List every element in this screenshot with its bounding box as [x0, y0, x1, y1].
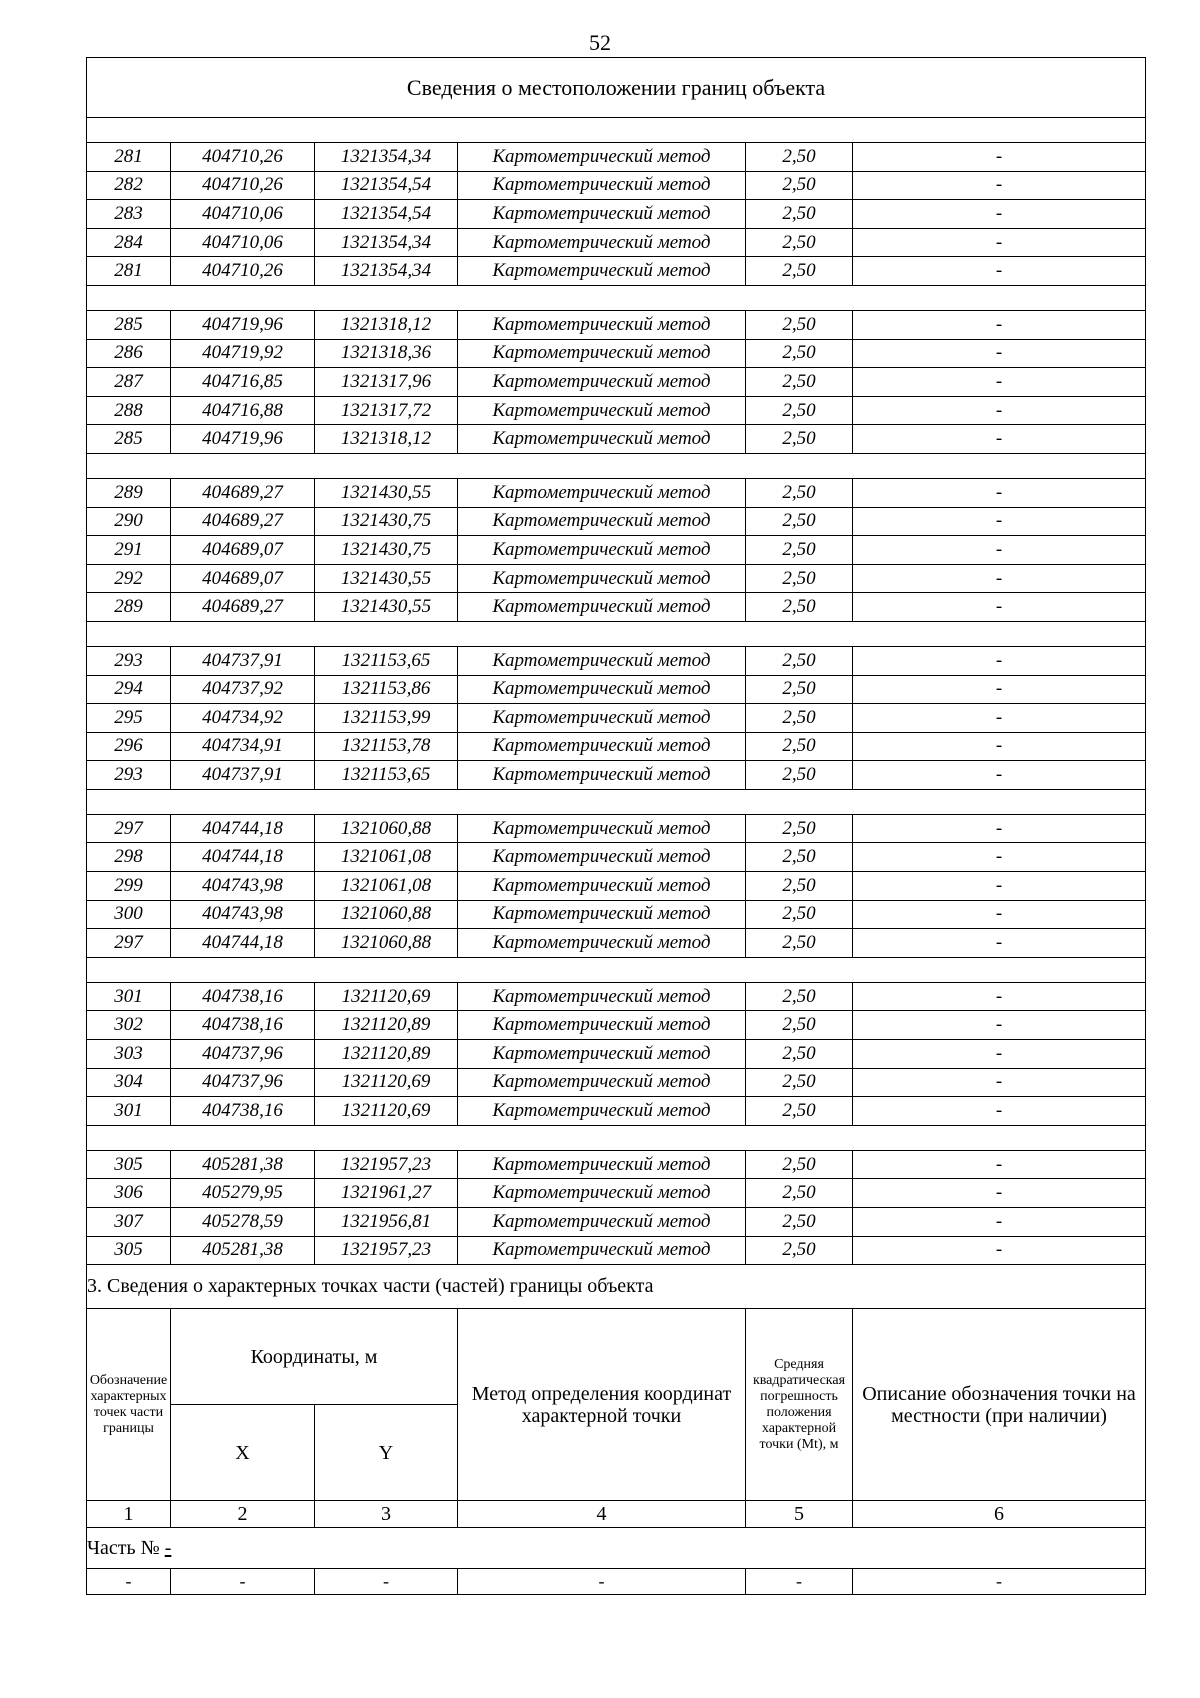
cell-x: 404719,92	[171, 339, 315, 368]
table-row	[87, 704, 1146, 733]
cell-description: -	[853, 507, 1146, 536]
table-row	[87, 564, 1146, 593]
cell-mean-error: 2,50	[746, 704, 853, 733]
cell-x: 405281,38	[171, 1236, 315, 1265]
column-number: 6	[853, 1501, 1146, 1528]
cell-mean-error: 2,50	[746, 171, 853, 200]
cell-point-number: 301	[87, 982, 171, 1011]
section3-table	[86, 1265, 1146, 1595]
table-row	[87, 646, 1146, 675]
cell-x: 404689,27	[171, 507, 315, 536]
cell-x: 404719,96	[171, 425, 315, 454]
cell-x: 404738,16	[171, 1097, 315, 1126]
cell-point-number: 298	[87, 843, 171, 872]
cell-method: Картометрический метод	[458, 310, 746, 339]
part-cell: -	[746, 1569, 853, 1595]
cell-point-number: 302	[87, 1011, 171, 1040]
table-row	[87, 478, 1146, 507]
cell-mean-error: 2,50	[746, 1208, 853, 1237]
cell-y: 1321317,96	[315, 368, 458, 397]
cell-point-number: 297	[87, 929, 171, 958]
cell-description: -	[853, 396, 1146, 425]
cell-method: Картометрический метод	[458, 1040, 746, 1069]
table-row	[87, 228, 1146, 257]
cell-method: Картометрический метод	[458, 982, 746, 1011]
cell-y: 1321153,65	[315, 761, 458, 790]
cell-description: -	[853, 425, 1146, 454]
cell-x: 404737,96	[171, 1040, 315, 1069]
table-row	[87, 872, 1146, 901]
cell-mean-error: 2,50	[746, 593, 853, 622]
cell-mean-error: 2,50	[746, 814, 853, 843]
cell-method: Картометрический метод	[458, 143, 746, 172]
cell-y: 1321957,23	[315, 1236, 458, 1265]
table-row	[87, 1097, 1146, 1126]
column-numbers-row	[87, 1501, 1146, 1528]
cell-x: 404737,92	[171, 675, 315, 704]
cell-y: 1321961,27	[315, 1179, 458, 1208]
cell-point-number: 293	[87, 646, 171, 675]
cell-mean-error: 2,50	[746, 396, 853, 425]
header-description: Описание обозначения точки на местности (при наличии)	[853, 1309, 1146, 1501]
cell-point-number: 289	[87, 478, 171, 507]
table-row	[87, 1208, 1146, 1237]
table-row	[87, 843, 1146, 872]
cell-description: -	[853, 368, 1146, 397]
table-row	[87, 396, 1146, 425]
part-label: Часть №	[87, 1536, 160, 1559]
table-row	[87, 368, 1146, 397]
cell-x: 405281,38	[171, 1150, 315, 1179]
cell-y: 1321120,69	[315, 982, 458, 1011]
table-row	[87, 900, 1146, 929]
document-body	[86, 57, 1145, 1595]
cell-description: -	[853, 593, 1146, 622]
cell-point-number: 287	[87, 368, 171, 397]
cell-mean-error: 2,50	[746, 478, 853, 507]
table-row	[87, 929, 1146, 958]
cell-method: Картометрический метод	[458, 1208, 746, 1237]
cell-description: -	[853, 646, 1146, 675]
cell-mean-error: 2,50	[746, 675, 853, 704]
cell-method: Картометрический метод	[458, 425, 746, 454]
part-cell: -	[315, 1569, 458, 1595]
cell-mean-error: 2,50	[746, 257, 853, 286]
table-row	[87, 425, 1146, 454]
cell-y: 1321153,99	[315, 704, 458, 733]
separator-cell	[87, 957, 1146, 982]
section3-heading: 3. Сведения о характерных точках части (частей) границы объекта	[87, 1265, 1146, 1309]
cell-y: 1321153,78	[315, 732, 458, 761]
cell-y: 1321153,65	[315, 646, 458, 675]
cell-x: 405279,95	[171, 1179, 315, 1208]
cell-mean-error: 2,50	[746, 368, 853, 397]
cell-mean-error: 2,50	[746, 843, 853, 872]
cell-y: 1321060,88	[315, 929, 458, 958]
cell-y: 1321430,55	[315, 593, 458, 622]
cell-x: 404734,91	[171, 732, 315, 761]
cell-point-number: 285	[87, 310, 171, 339]
table-title: Сведения о местоположении границ объекта	[87, 58, 1146, 118]
cell-description: -	[853, 1068, 1146, 1097]
cell-y: 1321318,12	[315, 425, 458, 454]
part-cell: -	[87, 1569, 171, 1595]
cell-method: Картометрический метод	[458, 339, 746, 368]
cell-point-number: 293	[87, 761, 171, 790]
cell-method: Картометрический метод	[458, 1011, 746, 1040]
cell-point-number: 305	[87, 1150, 171, 1179]
cell-description: -	[853, 143, 1146, 172]
cell-y: 1321354,54	[315, 171, 458, 200]
table-row	[87, 200, 1146, 229]
cell-mean-error: 2,50	[746, 143, 853, 172]
cell-description: -	[853, 675, 1146, 704]
cell-description: -	[853, 536, 1146, 565]
cell-method: Картометрический метод	[458, 200, 746, 229]
group-separator	[87, 118, 1146, 143]
cell-y: 1321354,34	[315, 143, 458, 172]
table-row	[87, 257, 1146, 286]
cell-description: -	[853, 310, 1146, 339]
cell-method: Картометрический метод	[458, 900, 746, 929]
cell-mean-error: 2,50	[746, 1040, 853, 1069]
cell-y: 1321956,81	[315, 1208, 458, 1237]
cell-point-number: 288	[87, 396, 171, 425]
table-row	[87, 814, 1146, 843]
part-cell: -	[171, 1569, 315, 1595]
cell-method: Картометрический метод	[458, 1097, 746, 1126]
cell-y: 1321318,12	[315, 310, 458, 339]
cell-y: 1321153,86	[315, 675, 458, 704]
cell-y: 1321354,34	[315, 228, 458, 257]
cell-method: Картометрический метод	[458, 1236, 746, 1265]
cell-y: 1321430,75	[315, 536, 458, 565]
cell-point-number: 299	[87, 872, 171, 901]
cell-x: 404719,96	[171, 310, 315, 339]
cell-mean-error: 2,50	[746, 872, 853, 901]
cell-x: 405278,59	[171, 1208, 315, 1237]
cell-description: -	[853, 872, 1146, 901]
table-row	[87, 171, 1146, 200]
cell-method: Картометрический метод	[458, 257, 746, 286]
cell-description: -	[853, 478, 1146, 507]
header-coordinates: Координаты, м	[171, 1309, 458, 1405]
separator-cell	[87, 1125, 1146, 1150]
cell-description: -	[853, 339, 1146, 368]
table-row	[87, 143, 1146, 172]
group-separator	[87, 285, 1146, 310]
cell-description: -	[853, 1011, 1146, 1040]
cell-mean-error: 2,50	[746, 1150, 853, 1179]
table-row	[87, 1150, 1146, 1179]
cell-y: 1321120,89	[315, 1011, 458, 1040]
cell-mean-error: 2,50	[746, 339, 853, 368]
cell-x: 404710,06	[171, 228, 315, 257]
column-number: 2	[171, 1501, 315, 1528]
cell-x: 404716,85	[171, 368, 315, 397]
part-label-cell	[87, 1528, 1146, 1569]
cell-x: 404737,91	[171, 761, 315, 790]
cell-mean-error: 2,50	[746, 732, 853, 761]
cell-description: -	[853, 929, 1146, 958]
cell-point-number: 289	[87, 593, 171, 622]
cell-y: 1321317,72	[315, 396, 458, 425]
cell-x: 404744,18	[171, 814, 315, 843]
cell-y: 1321061,08	[315, 843, 458, 872]
table-row	[87, 982, 1146, 1011]
cell-description: -	[853, 843, 1146, 872]
separator-cell	[87, 118, 1146, 143]
part-points-row	[87, 1569, 1146, 1595]
cell-mean-error: 2,50	[746, 536, 853, 565]
cell-y: 1321060,88	[315, 900, 458, 929]
cell-y: 1321120,89	[315, 1040, 458, 1069]
separator-cell	[87, 285, 1146, 310]
header-mean-error: Средняя квадратическая погрешность положения характерной точки (Mt), м	[746, 1309, 853, 1501]
cell-method: Картометрический метод	[458, 507, 746, 536]
group-separator	[87, 621, 1146, 646]
cell-x: 404710,26	[171, 143, 315, 172]
column-number: 3	[315, 1501, 458, 1528]
cell-x: 404743,98	[171, 872, 315, 901]
cell-y: 1321430,75	[315, 507, 458, 536]
cell-point-number: 283	[87, 200, 171, 229]
cell-y: 1321318,36	[315, 339, 458, 368]
table-row	[87, 310, 1146, 339]
cell-method: Картометрический метод	[458, 704, 746, 733]
cell-method: Картометрический метод	[458, 368, 746, 397]
cell-description: -	[853, 704, 1146, 733]
cell-method: Картометрический метод	[458, 564, 746, 593]
cell-method: Картометрический метод	[458, 1179, 746, 1208]
cell-point-number: 297	[87, 814, 171, 843]
cell-method: Картометрический метод	[458, 536, 746, 565]
cell-x: 404689,27	[171, 593, 315, 622]
separator-cell	[87, 621, 1146, 646]
table-row	[87, 1179, 1146, 1208]
column-number: 5	[746, 1501, 853, 1528]
cell-mean-error: 2,50	[746, 1236, 853, 1265]
cell-point-number: 290	[87, 507, 171, 536]
cell-description: -	[853, 1097, 1146, 1126]
cell-method: Картометрический метод	[458, 761, 746, 790]
cell-method: Картометрический метод	[458, 843, 746, 872]
cell-y: 1321354,54	[315, 200, 458, 229]
column-number: 1	[87, 1501, 171, 1528]
part-row	[87, 1528, 1146, 1569]
header-method: Метод определения координат характерной точки	[458, 1309, 746, 1501]
cell-x: 404743,98	[171, 900, 315, 929]
separator-cell	[87, 453, 1146, 478]
header-x: X	[171, 1405, 315, 1501]
cell-mean-error: 2,50	[746, 564, 853, 593]
cell-y: 1321957,23	[315, 1150, 458, 1179]
cell-description: -	[853, 1150, 1146, 1179]
cell-method: Картометрический метод	[458, 929, 746, 958]
cell-method: Картометрический метод	[458, 1068, 746, 1097]
cell-mean-error: 2,50	[746, 1011, 853, 1040]
part-cell: -	[458, 1569, 746, 1595]
cell-method: Картометрический метод	[458, 646, 746, 675]
cell-point-number: 294	[87, 675, 171, 704]
boundary-table	[86, 57, 1146, 1265]
page-number: 52	[589, 30, 611, 55]
cell-description: -	[853, 1236, 1146, 1265]
cell-x: 404710,26	[171, 257, 315, 286]
part-cell: -	[853, 1569, 1146, 1595]
part-number: -	[164, 1536, 172, 1559]
separator-cell	[87, 789, 1146, 814]
cell-point-number: 304	[87, 1068, 171, 1097]
cell-method: Картометрический метод	[458, 228, 746, 257]
cell-point-number: 306	[87, 1179, 171, 1208]
table-row	[87, 536, 1146, 565]
cell-point-number: 300	[87, 900, 171, 929]
cell-x: 404734,92	[171, 704, 315, 733]
cell-point-number: 301	[87, 1097, 171, 1126]
cell-x: 404689,07	[171, 564, 315, 593]
cell-y: 1321430,55	[315, 564, 458, 593]
header-y: Y	[315, 1405, 458, 1501]
header-point-designation: Обозначение характерных точек части границы	[87, 1309, 171, 1501]
cell-y: 1321354,34	[315, 257, 458, 286]
cell-point-number: 291	[87, 536, 171, 565]
cell-mean-error: 2,50	[746, 425, 853, 454]
cell-description: -	[853, 1208, 1146, 1237]
cell-x: 404737,91	[171, 646, 315, 675]
cell-method: Картометрический метод	[458, 478, 746, 507]
cell-x: 404744,18	[171, 843, 315, 872]
cell-mean-error: 2,50	[746, 1097, 853, 1126]
cell-point-number: 281	[87, 143, 171, 172]
cell-method: Картометрический метод	[458, 593, 746, 622]
cell-mean-error: 2,50	[746, 929, 853, 958]
table-row	[87, 1040, 1146, 1069]
cell-x: 404738,16	[171, 982, 315, 1011]
cell-point-number: 296	[87, 732, 171, 761]
cell-y: 1321060,88	[315, 814, 458, 843]
cell-point-number: 281	[87, 257, 171, 286]
group-separator	[87, 453, 1146, 478]
group-separator	[87, 789, 1146, 814]
table-row	[87, 732, 1146, 761]
cell-mean-error: 2,50	[746, 761, 853, 790]
cell-description: -	[853, 761, 1146, 790]
cell-point-number: 292	[87, 564, 171, 593]
cell-mean-error: 2,50	[746, 1068, 853, 1097]
cell-point-number: 305	[87, 1236, 171, 1265]
cell-x: 404689,27	[171, 478, 315, 507]
cell-mean-error: 2,50	[746, 900, 853, 929]
cell-point-number: 295	[87, 704, 171, 733]
cell-description: -	[853, 814, 1146, 843]
cell-point-number: 286	[87, 339, 171, 368]
cell-point-number: 284	[87, 228, 171, 257]
cell-description: -	[853, 564, 1146, 593]
cell-method: Картометрический метод	[458, 396, 746, 425]
cell-method: Картометрический метод	[458, 171, 746, 200]
cell-point-number: 303	[87, 1040, 171, 1069]
cell-y: 1321061,08	[315, 872, 458, 901]
cell-mean-error: 2,50	[746, 310, 853, 339]
cell-y: 1321120,69	[315, 1097, 458, 1126]
cell-description: -	[853, 732, 1146, 761]
cell-mean-error: 2,50	[746, 1179, 853, 1208]
cell-mean-error: 2,50	[746, 646, 853, 675]
cell-mean-error: 2,50	[746, 200, 853, 229]
cell-y: 1321430,55	[315, 478, 458, 507]
cell-x: 404716,88	[171, 396, 315, 425]
cell-method: Картометрический метод	[458, 1150, 746, 1179]
cell-method: Картометрический метод	[458, 814, 746, 843]
table-row	[87, 507, 1146, 536]
cell-method: Картометрический метод	[458, 675, 746, 704]
cell-x: 404738,16	[171, 1011, 315, 1040]
group-separator	[87, 957, 1146, 982]
table-row	[87, 1068, 1146, 1097]
cell-description: -	[853, 200, 1146, 229]
cell-description: -	[853, 1179, 1146, 1208]
cell-description: -	[853, 1040, 1146, 1069]
cell-x: 404689,07	[171, 536, 315, 565]
cell-mean-error: 2,50	[746, 228, 853, 257]
cell-point-number: 285	[87, 425, 171, 454]
cell-description: -	[853, 982, 1146, 1011]
cell-point-number: 307	[87, 1208, 171, 1237]
cell-x: 404710,06	[171, 200, 315, 229]
table-row	[87, 1011, 1146, 1040]
cell-description: -	[853, 257, 1146, 286]
cell-method: Картометрический метод	[458, 732, 746, 761]
table-row	[87, 1236, 1146, 1265]
table-row	[87, 339, 1146, 368]
cell-x: 404744,18	[171, 929, 315, 958]
cell-x: 404737,96	[171, 1068, 315, 1097]
cell-method: Картометрический метод	[458, 872, 746, 901]
column-number: 4	[458, 1501, 746, 1528]
cell-point-number: 282	[87, 171, 171, 200]
cell-mean-error: 2,50	[746, 507, 853, 536]
table-row	[87, 675, 1146, 704]
table-row	[87, 761, 1146, 790]
cell-mean-error: 2,50	[746, 982, 853, 1011]
cell-x: 404710,26	[171, 171, 315, 200]
group-separator	[87, 1125, 1146, 1150]
cell-y: 1321120,69	[315, 1068, 458, 1097]
cell-description: -	[853, 171, 1146, 200]
table-row	[87, 593, 1146, 622]
cell-description: -	[853, 900, 1146, 929]
cell-description: -	[853, 228, 1146, 257]
